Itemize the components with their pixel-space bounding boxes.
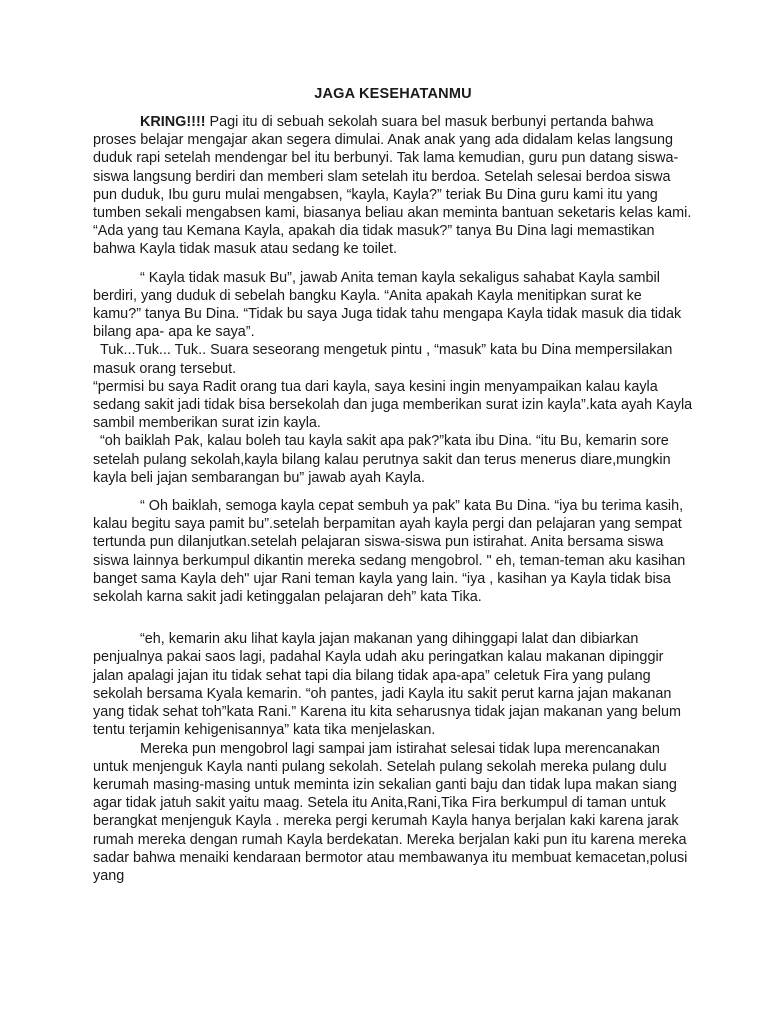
paragraph-1-lead: KRING!!!! [140,114,206,130]
paragraph-4: “permisi bu saya Radit orang tua dari kayla, saya kesini ingin menyampaikan kalau kayla sedang sakit jadi tidak bisa bersekolah dan juga memberikan surat izin kayla”.kata ayah Kayla sambil memberikan surat izin kayla. [93,378,693,432]
paragraph-1 [93,113,693,259]
paragraph-2: “ Kayla tidak masuk Bu”, jawab Anita teman kayla sekaligus sahabat Kayla sambil berdiri, yang duduk di sebelah bangku Kayla. “Anita apakah Kayla menitipkan surat ke kamu?” tanya Bu Dina. “Tidak bu saya Juga tidak tahu mengapa Kayla tidak masuk dia tidak bilang apa- apa ke saya”. [93,269,682,341]
paragraph-6: “ Oh baiklah, semoga kayla cepat sembuh ya pak” kata Bu Dina. “iya bu terima kasih, kalau begitu saya pamit bu”.setelah berpamitan ayah kayla pergi dan pelajaran yang sempat tertunda pun dilanjutkan.setelah pelajaran siswa-siswa pun istirahat. Anita bersama siswa siswa lainnya berkumpul dikantin mereka sedang mengobrol. " eh, teman-teman aku kasihan banget sama Kayla deh" ujar Rani teman kayla yang lain. “iya , kasihan ya Kayla tidak bisa sekolah karna sakit jadi ketinggalan pelajaran deh” kata Tika. [93,498,686,606]
paragraph-8: Mereka pun mengobrol lagi sampai jam istirahat selesai tidak lupa merencanakan untuk menjenguk Kayla nanti pulang sekolah. Setelah pulang sekolah mereka pulang dulu kerumah masing-masing untuk meminta izin sekalian ganti baju dan tidak lupa makan siang agar tidak jatuh sakit yaitu maag. Setela itu Anita,Rani,Tika Fira berkumpul di taman untuk berangkat menjenguk Kayla . mereka pergi kerumah Kayla hanya berjalan kaki karena jarak rumah mereka dengan rumah Kayla berdekatan. Mereka berjalan kaki pun itu karena mereka sadar bahwa menaiki kendaraan bermotor atau membawanya itu membuat kemacetan,polusi yang [93,740,688,884]
paragraph-3: Tuk...Tuk... Tuk.. Suara seseorang mengetuk pintu , “masuk” kata bu Dina mempersilakan masuk orang tersebut. [93,342,673,377]
document-page [93,85,693,885]
paragraph-7: “eh, kemarin aku lihat kayla jajan makanan yang dihinggapi lalat dan dibiarkan penjualnya pakai saos lagi, padahal Kayla udah aku peringatkan kalau makanan dipinggir jalan apalagi jajan itu tidak sehat tapi dia bilang tidak apa-apa” celetuk Fira yang pulang sekolah bersama Kyala kemarin. “oh pantes, jadi Kayla itu sakit perut karna jajan makanan yang tidak sehat toh”kata Rani.” Karena itu kita seharusnya tidak jajan makanan yang belum tentu terjamin kehigenisannya” kata tika menjelaskan. [93,631,681,739]
paragraph-5: “oh baiklah Pak, kalau boleh tau kayla sakit apa pak?”kata ibu Dina. “itu Bu, kemarin sore setelah pulang sekolah,kayla bilang kalau perutnya sakit dan terus menerus diare,mungkin kayla beli jajan sembarangan bu” jawab ayah Kayla. [93,433,671,486]
document-title: JAGA KESEHATANMU [314,86,472,102]
paragraph-1-text: Pagi itu di sebuah sekolah suara bel masuk berbunyi pertanda bahwa proses belajar mengajar akan segera dimulai. Anak anak yang ada didalam kelas langsung duduk rapi setelah mendengar bel itu berbunyi. Tak lama kemudian, guru pun datang siswa-siswa langsung berdiri dan memberi slam setelah itu berdoa. Setelah selesai berdoa siswa pun duduk, Ibu guru mulai mengabsen, “kayla, Kayla?” teriak Bu Dina guru kami itu yang tumben sekali mengabsen kami, biasanya beliau akan meminta bantuan seketaris kelas kami. “Ada yang tau Kemana Kayla, apakah dia tidak masuk?” tanya Bu Dina lagi memastikan bahwa Kayla tidak masuk atau sedang ke toilet. [93,114,692,258]
